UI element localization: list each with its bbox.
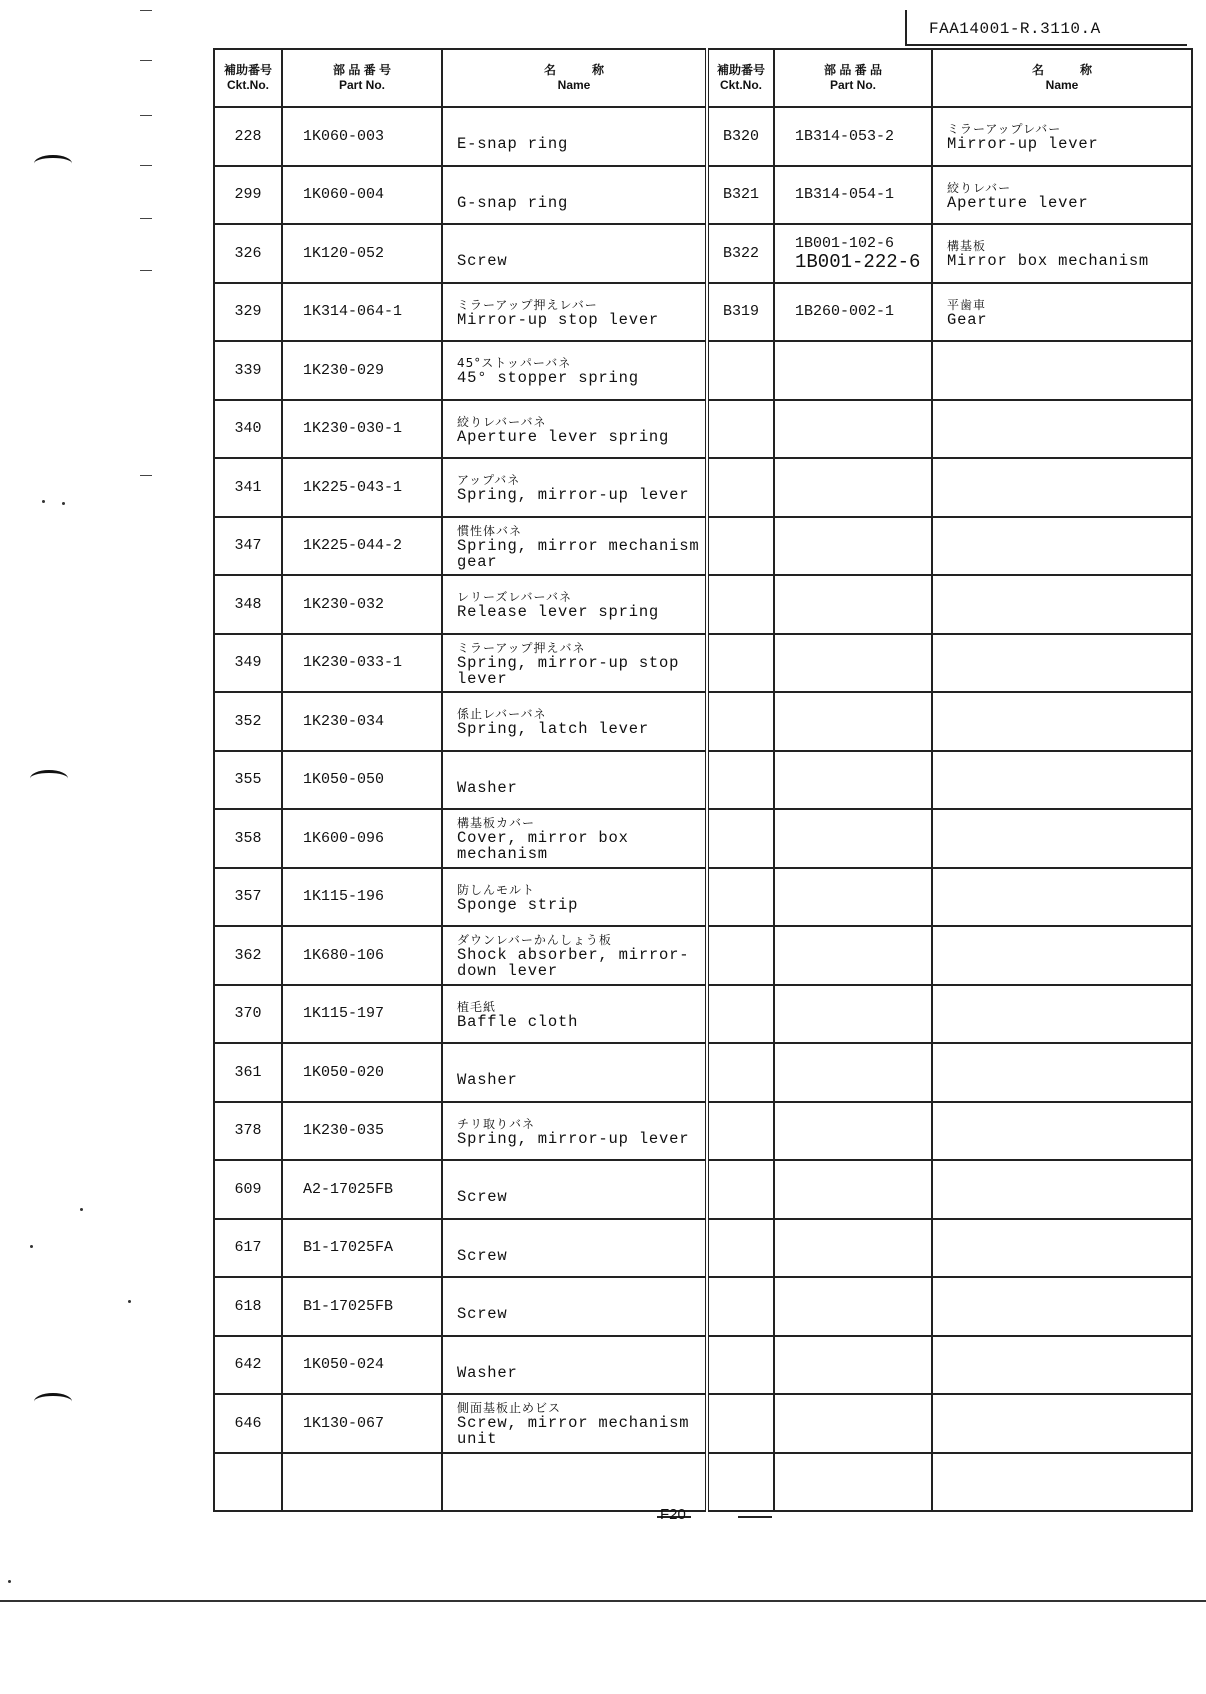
name-cell — [442, 1453, 707, 1512]
part-number-cell: 1K225-044-2 — [282, 517, 442, 576]
name-jp-2 — [947, 891, 1191, 905]
name-cell-2 — [932, 1160, 1192, 1219]
part-number-cell: A2-17025FB — [282, 1160, 442, 1219]
name-cell-2 — [932, 751, 1192, 810]
part-number-cell: B1-17025FA — [282, 1219, 442, 1278]
name-jp: 防しんモルト — [457, 882, 536, 897]
name-jp-2: ミラーアップレバー — [947, 122, 1062, 137]
part-number-2: 1B314-054-1 — [795, 186, 895, 204]
ckt-cell-2 — [707, 1102, 774, 1161]
part-number-cell-2 — [774, 692, 932, 751]
part-number-cell-2 — [774, 400, 932, 459]
table-row — [214, 634, 1192, 693]
bottom-rule — [0, 1600, 1206, 1602]
name-jp-2 — [947, 1125, 1191, 1139]
parts-table — [213, 48, 1193, 1512]
name-cell-2 — [932, 868, 1192, 927]
name-en: Spring, mirror-up lever — [457, 1129, 690, 1148]
table-row — [214, 868, 1192, 927]
header-ckt: 補助番号 Ckt.No. — [214, 49, 282, 107]
part-number-cell-2 — [774, 1453, 932, 1512]
name-en-2: Gear — [947, 310, 988, 329]
header-ckt-2: 補助番号 Ckt.No. — [707, 49, 774, 107]
table-row — [214, 166, 1192, 225]
name-cell-2 — [932, 809, 1192, 868]
table-row — [214, 1043, 1192, 1102]
name-cell-2 — [932, 1336, 1192, 1395]
name-cell — [442, 224, 707, 283]
speck — [62, 502, 65, 505]
ckt-cell: 228 — [214, 107, 282, 166]
ckt-cell-2 — [707, 634, 774, 693]
ckt-cell: 340 — [214, 400, 282, 459]
part-number-cell: 1K680-106 — [282, 926, 442, 985]
part-number-cell-2 — [774, 1043, 932, 1102]
name-jp-2: 構基板 — [947, 239, 987, 254]
ckt-cell: 609 — [214, 1160, 282, 1219]
name-cell — [442, 1277, 707, 1336]
part-number-cell-2 — [774, 575, 932, 634]
name-cell-2 — [932, 224, 1192, 283]
name-jp-2: 絞りレバー — [947, 180, 1012, 195]
ckt-cell: 642 — [214, 1336, 282, 1395]
table-row — [214, 692, 1192, 751]
part-number-cell-2 — [774, 868, 932, 927]
part-number-cell: 1K225-043-1 — [282, 458, 442, 517]
name-jp — [457, 766, 705, 780]
name-cell — [442, 1102, 707, 1161]
part-number-cell-2 — [774, 1160, 932, 1219]
table-header — [214, 49, 1192, 107]
name-jp-2 — [947, 1242, 1191, 1256]
table-row — [214, 341, 1192, 400]
name-cell — [442, 107, 707, 166]
speck — [80, 1208, 83, 1211]
margin-tick — [140, 10, 152, 11]
ckt-cell: 299 — [214, 166, 282, 225]
name-jp: ダウンレバーかんしょう板 — [457, 933, 612, 948]
name-jp-2 — [947, 481, 1191, 495]
name-cell — [442, 1394, 707, 1453]
part-number-2-alt: 1B001-222-6 — [795, 250, 921, 273]
name-en: Washer — [457, 1071, 518, 1090]
table-row — [214, 985, 1192, 1044]
part-number-cell: 1K050-024 — [282, 1336, 442, 1395]
name-cell-2 — [932, 634, 1192, 693]
name-jp — [457, 181, 705, 195]
header-part-2: 部 品 番 品 Part No. — [774, 49, 932, 107]
ckt-cell-2 — [707, 692, 774, 751]
name-jp — [457, 122, 705, 136]
margin-tick — [140, 115, 152, 116]
part-number-cell: 1K060-004 — [282, 166, 442, 225]
ckt-cell-2 — [707, 1160, 774, 1219]
part-number-cell: 1K230-033-1 — [282, 634, 442, 693]
name-cell-2 — [932, 1453, 1192, 1512]
part-number-cell: 1K230-034 — [282, 692, 442, 751]
speck — [30, 1245, 33, 1248]
name-cell-2 — [932, 1219, 1192, 1278]
name-jp-2 — [947, 540, 1191, 554]
name-jp: チリ取りバネ — [457, 1116, 536, 1131]
ckt-cell-2 — [707, 1219, 774, 1278]
speck — [128, 1300, 131, 1303]
part-number-cell-2 — [774, 1102, 932, 1161]
name-jp: 45°ストッパーバネ — [457, 356, 572, 371]
name-en: E-snap ring — [457, 135, 569, 154]
name-cell-2 — [932, 283, 1192, 342]
name-en: Cover, mirror box mechanism — [457, 829, 629, 864]
name-cell-2 — [932, 692, 1192, 751]
name-cell — [442, 1219, 707, 1278]
ckt-cell-2 — [707, 751, 774, 810]
part-number-cell — [282, 1453, 442, 1512]
name-en-2: Aperture lever — [947, 193, 1089, 212]
name-jp: 係止レバーバネ — [457, 707, 547, 722]
name-cell — [442, 166, 707, 225]
part-number-cell-2 — [774, 1394, 932, 1453]
table-row — [214, 1219, 1192, 1278]
name-cell — [442, 575, 707, 634]
ckt-cell: 347 — [214, 517, 282, 576]
part-number-cell: 1K230-032 — [282, 575, 442, 634]
part-number-cell: 1K115-197 — [282, 985, 442, 1044]
table-row — [214, 224, 1192, 283]
margin-tick — [140, 270, 152, 271]
name-jp-2 — [947, 657, 1191, 671]
name-en: 45° stopper spring — [457, 369, 639, 388]
part-number-cell-2 — [774, 1336, 932, 1395]
speck — [42, 500, 45, 503]
part-number-cell: 1K230-030-1 — [282, 400, 442, 459]
part-number-cell-2 — [774, 458, 932, 517]
name-jp-2 — [947, 1008, 1191, 1022]
part-number-cell: 1K314-064-1 — [282, 283, 442, 342]
name-jp: 慣性体バネ — [457, 523, 523, 538]
part-number-cell: 1K130-067 — [282, 1394, 442, 1453]
binding-mark — [34, 155, 72, 172]
name-cell-2 — [932, 458, 1192, 517]
name-jp-2 — [947, 1476, 1191, 1490]
name-cell-2 — [932, 1277, 1192, 1336]
ckt-cell-2 — [707, 1394, 774, 1453]
ckt-cell: 339 — [214, 341, 282, 400]
ckt-cell: 348 — [214, 575, 282, 634]
ckt-cell-2 — [707, 868, 774, 927]
part-number-2: 1B260-002-1 — [795, 303, 895, 321]
name-cell — [442, 1336, 707, 1395]
table-row — [214, 809, 1192, 868]
ckt-cell: 349 — [214, 634, 282, 693]
ckt-cell-2 — [707, 809, 774, 868]
name-cell-2 — [932, 166, 1192, 225]
name-cell — [442, 1043, 707, 1102]
part-number-cell: 1K050-020 — [282, 1043, 442, 1102]
part-number-2: 1B314-053-2 — [795, 127, 895, 145]
part-number-cell-2 — [774, 224, 932, 283]
header-part: 部 品 番 号 Part No. — [282, 49, 442, 107]
name-cell-2 — [932, 517, 1192, 576]
name-en: Aperture lever spring — [457, 427, 670, 446]
name-cell — [442, 400, 707, 459]
name-en-2: Mirror box mechanism — [947, 252, 1150, 271]
name-jp-2 — [947, 1417, 1191, 1431]
name-en: Spring, mirror-up lever — [457, 486, 690, 505]
table-row — [214, 575, 1192, 634]
name-en: Release lever spring — [457, 603, 660, 622]
name-cell — [442, 809, 707, 868]
part-number-cell-2 — [774, 341, 932, 400]
name-cell — [442, 751, 707, 810]
name-jp: レリーズレバーバネ — [457, 590, 572, 605]
ckt-cell: 355 — [214, 751, 282, 810]
part-number-cell: 1K115-196 — [282, 868, 442, 927]
table-row — [214, 1277, 1192, 1336]
name-en: Washer — [457, 778, 518, 797]
ckt-cell: 352 — [214, 692, 282, 751]
name-jp-2 — [947, 598, 1191, 612]
name-cell-2 — [932, 1394, 1192, 1453]
margin-tick — [140, 165, 152, 166]
name-cell — [442, 985, 707, 1044]
name-jp: ミラーアップ押えレバー — [457, 297, 598, 312]
name-jp-2 — [947, 832, 1191, 846]
part-number-cell: 1K600-096 — [282, 809, 442, 868]
part-number-cell-2 — [774, 1277, 932, 1336]
name-en: Spring, mirror mechanism gear — [457, 536, 700, 571]
ckt-cell: 378 — [214, 1102, 282, 1161]
name-jp — [457, 239, 705, 253]
part-number-cell-2 — [774, 809, 932, 868]
part-number-cell: B1-17025FB — [282, 1277, 442, 1336]
part-number-cell: 1K230-035 — [282, 1102, 442, 1161]
name-en: Screw — [457, 252, 508, 271]
name-en: Spring, latch lever — [457, 720, 649, 739]
part-number-2: 1B001-102-6 — [795, 234, 895, 252]
table-row — [214, 1453, 1192, 1512]
name-jp — [457, 1175, 705, 1189]
name-jp: ミラーアップ押えバネ — [457, 640, 586, 655]
part-number-cell-2 — [774, 107, 932, 166]
part-number-cell-2 — [774, 517, 932, 576]
name-en: Screw — [457, 1246, 508, 1265]
table-row — [214, 400, 1192, 459]
name-cell — [442, 283, 707, 342]
ckt-cell: 357 — [214, 868, 282, 927]
part-number-cell-2 — [774, 166, 932, 225]
ckt-cell: 618 — [214, 1277, 282, 1336]
name-jp — [457, 1476, 705, 1490]
name-cell-2 — [932, 575, 1192, 634]
name-cell-2 — [932, 341, 1192, 400]
table-row — [214, 1160, 1192, 1219]
ckt-cell-2 — [707, 926, 774, 985]
margin-tick — [140, 218, 152, 219]
name-jp: 構基板カバー — [457, 816, 536, 831]
ckt-cell-2: B322 — [707, 224, 774, 283]
table-row — [214, 517, 1192, 576]
name-en: Baffle cloth — [457, 1012, 579, 1031]
table-row — [214, 926, 1192, 985]
ckt-cell-2 — [707, 575, 774, 634]
name-cell — [442, 868, 707, 927]
name-jp-2 — [947, 1359, 1191, 1373]
table-row — [214, 107, 1192, 166]
name-jp-2 — [947, 1300, 1191, 1314]
name-jp-2 — [947, 949, 1191, 963]
ckt-cell-2 — [707, 341, 774, 400]
ckt-cell-2 — [707, 517, 774, 576]
name-jp: 絞りレバーバネ — [457, 414, 547, 429]
name-cell-2 — [932, 985, 1192, 1044]
name-cell — [442, 458, 707, 517]
table-row — [214, 1336, 1192, 1395]
part-number-cell-2 — [774, 634, 932, 693]
binding-mark — [30, 770, 68, 787]
ckt-cell: 358 — [214, 809, 282, 868]
part-number-cell-2 — [774, 985, 932, 1044]
ckt-cell: 646 — [214, 1394, 282, 1453]
part-number-cell-2 — [774, 283, 932, 342]
name-jp — [457, 1292, 705, 1306]
name-en: Spring, mirror-up stop lever — [457, 653, 680, 688]
ckt-cell: 617 — [214, 1219, 282, 1278]
ckt-cell-2 — [707, 458, 774, 517]
ckt-cell: 326 — [214, 224, 282, 283]
ckt-cell: 370 — [214, 985, 282, 1044]
ckt-cell-2: B319 — [707, 283, 774, 342]
name-en-2: Mirror-up lever — [947, 135, 1099, 154]
name-jp-2 — [947, 774, 1191, 788]
name-jp: 植毛紙 — [457, 999, 497, 1014]
ckt-cell-2: B321 — [707, 166, 774, 225]
part-number-cell-2 — [774, 751, 932, 810]
table-row — [214, 1394, 1192, 1453]
header-name: 名 称 Name — [442, 49, 707, 107]
name-cell — [442, 1160, 707, 1219]
part-number-cell-2 — [774, 926, 932, 985]
binding-mark — [34, 1393, 72, 1410]
ckt-cell: 341 — [214, 458, 282, 517]
name-en: G-snap ring — [457, 193, 569, 212]
name-jp: 側面基板止めビス — [457, 1401, 562, 1416]
header-name-2: 名 称 Name — [932, 49, 1192, 107]
table-row — [214, 458, 1192, 517]
name-jp-2 — [947, 1183, 1191, 1197]
ckt-cell-2 — [707, 985, 774, 1044]
name-en: Screw — [457, 1305, 508, 1324]
name-jp: アップバネ — [457, 473, 521, 488]
margin-tick — [140, 60, 152, 61]
table-row — [214, 751, 1192, 810]
margin-tick — [140, 475, 152, 476]
name-en: Sponge strip — [457, 895, 579, 914]
name-en: Shock absorber, mirror-down lever — [457, 946, 690, 981]
name-jp-2 — [947, 715, 1191, 729]
name-en: Screw — [457, 1188, 508, 1207]
ckt-cell-2: B320 — [707, 107, 774, 166]
ckt-cell: 362 — [214, 926, 282, 985]
ckt-cell-2 — [707, 1453, 774, 1512]
name-cell — [442, 926, 707, 985]
name-jp — [457, 1058, 705, 1072]
name-en: Screw, mirror mechanism unit — [457, 1414, 690, 1449]
document-id: FAA14001-R.3110.A — [905, 10, 1187, 46]
name-cell-2 — [932, 107, 1192, 166]
part-number-cell-2 — [774, 1219, 932, 1278]
part-number-cell: 1K050-050 — [282, 751, 442, 810]
table-row — [214, 283, 1192, 342]
ckt-cell-2 — [707, 1277, 774, 1336]
part-number-cell: 1K060-003 — [282, 107, 442, 166]
name-cell-2 — [932, 1102, 1192, 1161]
name-cell-2 — [932, 926, 1192, 985]
name-cell — [442, 692, 707, 751]
name-cell-2 — [932, 1043, 1192, 1102]
name-jp — [457, 1234, 705, 1248]
name-jp-2 — [947, 423, 1191, 437]
name-jp-2: 平歯車 — [947, 297, 987, 312]
name-jp — [457, 1351, 705, 1365]
name-cell — [442, 517, 707, 576]
footer-dash — [738, 1516, 772, 1518]
name-jp-2 — [947, 1066, 1191, 1080]
name-cell-2 — [932, 400, 1192, 459]
ckt-cell — [214, 1453, 282, 1512]
ckt-cell: 361 — [214, 1043, 282, 1102]
name-en: Mirror-up stop lever — [457, 310, 660, 329]
ckt-cell-2 — [707, 400, 774, 459]
page-number: F20 — [660, 1506, 686, 1523]
speck — [8, 1580, 11, 1583]
ckt-cell: 329 — [214, 283, 282, 342]
name-cell — [442, 634, 707, 693]
part-number-cell: 1K230-029 — [282, 341, 442, 400]
ckt-cell-2 — [707, 1043, 774, 1102]
part-number-cell: 1K120-052 — [282, 224, 442, 283]
name-en: Washer — [457, 1363, 518, 1382]
name-cell — [442, 341, 707, 400]
table-row — [214, 1102, 1192, 1161]
ckt-cell-2 — [707, 1336, 774, 1395]
name-jp-2 — [947, 364, 1191, 378]
